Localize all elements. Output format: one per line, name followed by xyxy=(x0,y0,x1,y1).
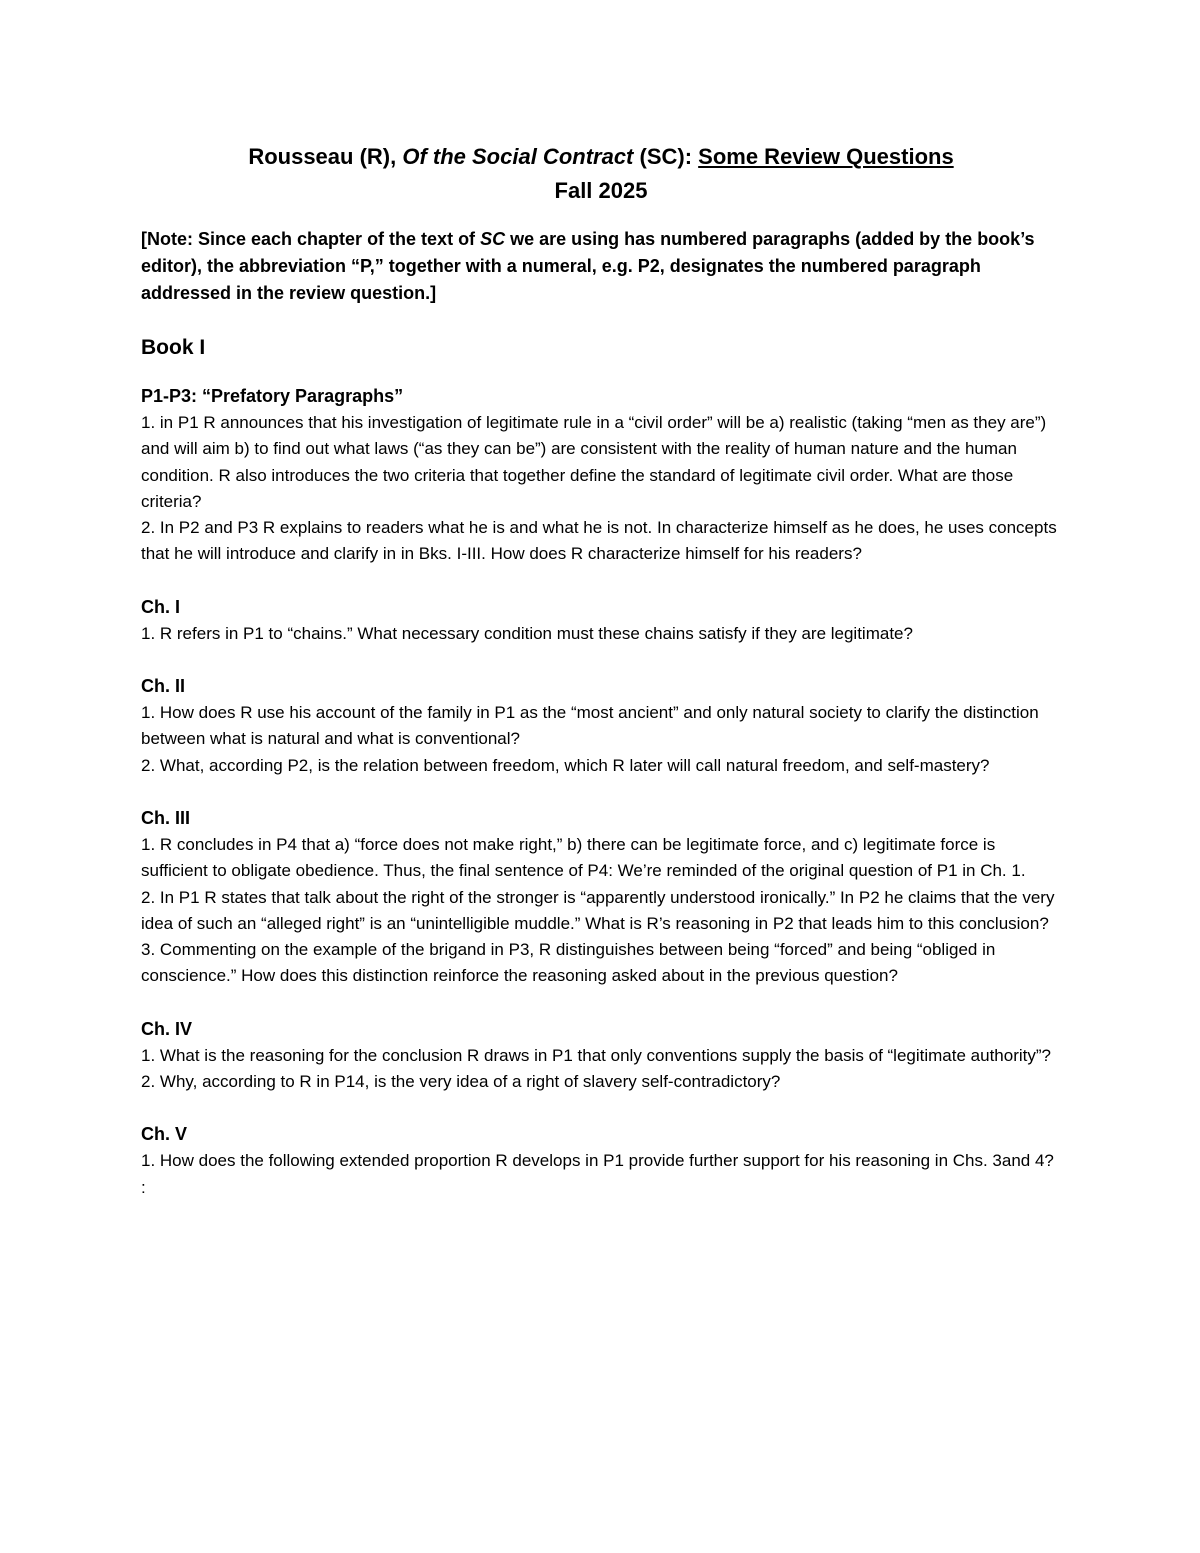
title-line-1 xyxy=(141,140,1061,174)
document-page xyxy=(141,140,1061,1227)
section-ch-2 xyxy=(141,673,1061,779)
title-line-2: Fall 2025 xyxy=(554,178,648,203)
note-part-2: we are using has numbered paragraphs (added by the book’s editor), the abbreviation “P,” together with a numeral, e.g. P2, designates the numbered paragraph addressed in the review question.] xyxy=(141,229,1035,303)
question: 1. in P1 R announces that his investigation of legitimate rule in a “civil order” will be a) realistic (taking “men as they are”) and will aim b) to find out what laws (“as they can be”) are consistent with the reality of human nature and the human condition. R also introduces the two criteria that together define the standard of legitimate civil order. What are those criteria? xyxy=(141,413,1047,511)
title-subtitle: Some Review Questions xyxy=(698,144,954,169)
question: 2. In P1 R states that talk about the right of the stronger is “apparently understood ironically.” In P2 he claims that the very idea of such an “alleged right” is an “unintelligible muddle.” What is R’s reasoning in P2 that leads him to this conclusion? xyxy=(141,887,1055,933)
question: 1. What is the reasoning for the conclusion R draws in P1 that only conventions supply the basis of “legitimate authority”? xyxy=(141,1045,1051,1065)
section-ch-5 xyxy=(141,1121,1061,1201)
note-part-1: [Note: Since each chapter of the text of xyxy=(141,229,481,249)
title-work: Of the Social Contract xyxy=(402,144,634,169)
section-heading: Ch. IV xyxy=(141,1018,193,1039)
section-ch-4 xyxy=(141,1016,1061,1096)
section-heading: Ch. I xyxy=(141,596,180,617)
section-heading: P1-P3: “Prefatory Paragraphs” xyxy=(141,386,404,406)
question: 2. What, according P2, is the relation between freedom, which R later will call natural freedom, and self-mastery? xyxy=(141,755,990,775)
question: 1. How does the following extended proportion R develops in P1 provide further support for his reasoning in Chs. 3and 4? : xyxy=(141,1151,1054,1197)
document-title xyxy=(141,140,1061,208)
note-part-italic: SC xyxy=(480,229,506,249)
section-heading: Ch. II xyxy=(141,676,185,697)
question: 3. Commenting on the example of the brigand in P3, R distinguishes between being “forced” and being “obliged in conscience.” How does this distinction reinforce the reasoning asked about in the previous question? xyxy=(141,940,996,986)
question: 2. In P2 and P3 R explains to readers what he is and what he is not. In characterize himself as he does, he uses concepts that he will introduce and clarify in in Bks. I-III. How does R characterize himself for his readers? xyxy=(141,518,1057,564)
editor-note xyxy=(141,226,1061,307)
section-heading: Ch. III xyxy=(141,807,190,828)
question: 2. Why, according to R in P14, is the very idea of a right of slavery self-contradictory? xyxy=(141,1072,781,1092)
question: 1. R refers in P1 to “chains.” What necessary condition must these chains satisfy if they are legitimate? xyxy=(141,623,913,643)
section-prefatory xyxy=(141,383,1061,568)
section-heading: Ch. V xyxy=(141,1124,188,1145)
section-ch-1 xyxy=(141,594,1061,647)
section-ch-3 xyxy=(141,805,1061,990)
question: 1. How does R use his account of the family in P1 as the “most ancient” and only natural society to clarify the distinction between what is natural and what is conventional? xyxy=(141,703,1039,749)
question: 1. R concludes in P4 that a) “force does not make right,” b) there can be legitimate force, and c) legitimate force is sufficient to obligate obedience. Thus, the final sentence of P4: We’re reminded of the original question of P1 in Ch. 1. xyxy=(141,834,1026,881)
book-heading: Book I xyxy=(141,336,206,359)
title-author: Rousseau (R), xyxy=(248,144,403,169)
title-abbrev: (SC): xyxy=(633,144,699,169)
